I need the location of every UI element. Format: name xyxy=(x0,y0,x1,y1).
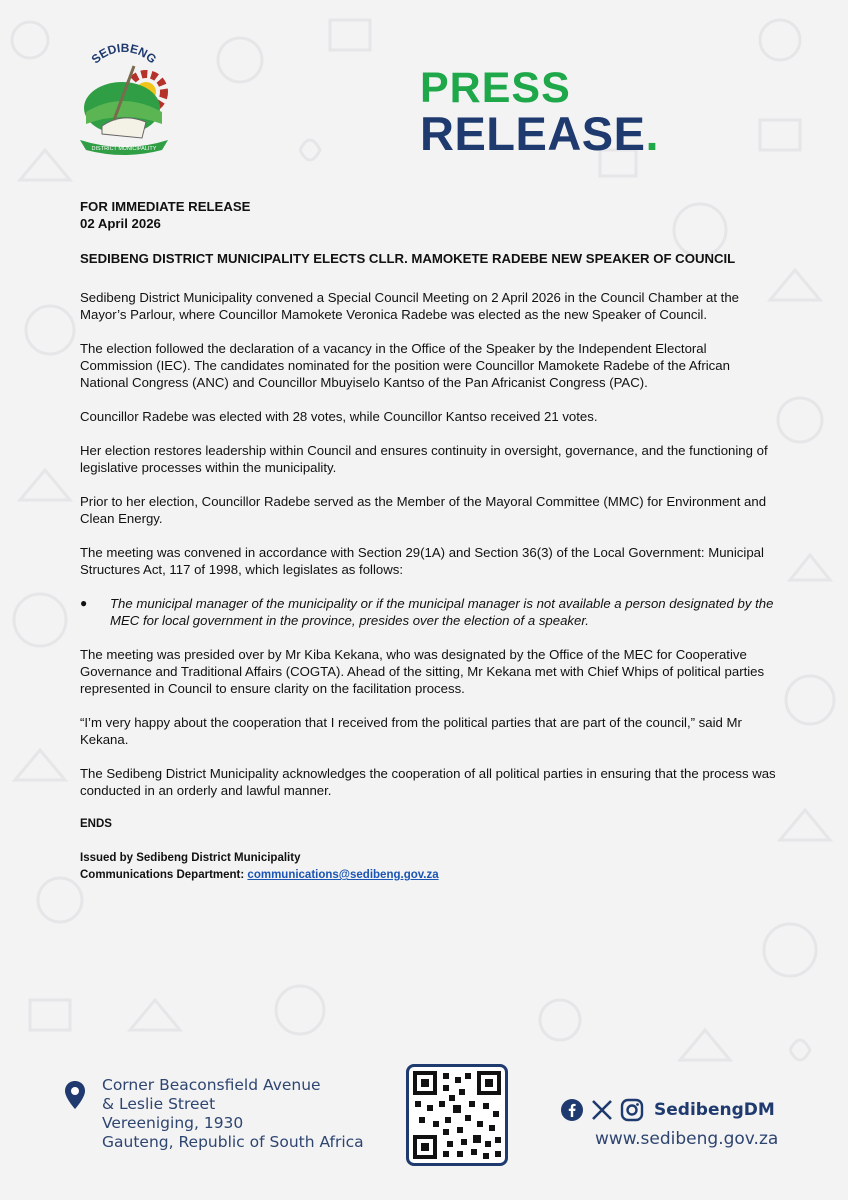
release-label-line: FOR IMMEDIATE RELEASE xyxy=(80,199,251,214)
release-dot: . xyxy=(645,107,660,160)
paragraph-3: Councillor Radebe was elected with 28 votes, while Councillor Kantso received 21 votes. xyxy=(80,409,598,424)
ends-marker: ENDS xyxy=(80,818,112,830)
paragraph-5: Prior to her election, Councillor Radebe served as the Member of the Mayoral Committee (MMC) for Environment and Clean Energy. xyxy=(80,494,767,526)
release-body xyxy=(80,198,780,884)
address-line-1: Corner Beaconsfield Avenue xyxy=(102,1076,321,1094)
bullet-text: The municipal manager of the municipality or if the municipal manager is not available a person designated by the MEC for local government in the province, presides over the election of a speaker. xyxy=(110,596,774,628)
paragraph-4: Her election restores leadership within Council and ensures continuity in oversight, governance, and the functioning of legislative processes within the municipality. xyxy=(80,443,768,475)
release-headline: SEDIBENG DISTRICT MUNICIPALITY ELECTS CLLR. MAMOKETE RADEBE NEW SPEAKER OF COUNCIL xyxy=(80,251,736,266)
bullet-mark: ● xyxy=(80,596,88,610)
address-line-3: Vereeniging, 1930 xyxy=(102,1114,244,1132)
logo-text: SEDIBENG xyxy=(88,40,160,67)
issued-by: Issued by Sedibeng District Municipality xyxy=(80,852,301,864)
comms-line xyxy=(80,867,780,884)
paragraph-2: The election followed the declaration of a vacancy in the Office of the Speaker by the Independent Electoral Commission (IEC). The candidates nominated for the position were Councillor Mamokete Radebe of the African National Congress (ANC) and Councillor Mbuyiselo Kantso of the Pan Africanist Congress (PAC). xyxy=(80,341,730,390)
qr-code-icon xyxy=(413,1071,501,1159)
paragraph-9: The Sedibeng District Municipality acknowledges the cooperation of all political parties in ensuring that the process was conducted in an orderly and lawful manner. xyxy=(80,766,776,798)
paragraph-7: The meeting was presided over by Mr Kiba Kekana, who was designated by the Office of the MEC for Cooperative Governance and Traditional Affairs (COGTA). Ahead of the sitting, Mr Kekana met with Chief Whips of political parties represented in Council to ensure clarity on the facilitation process. xyxy=(80,647,765,696)
sedibeng-logo xyxy=(72,36,176,160)
location-pin-icon xyxy=(64,1080,86,1110)
quoted-legislation-bullet xyxy=(80,595,780,629)
paragraph-6: The meeting was convened in accordance with Section 29(1A) and Section 36(3) of the Local Government: Municipal Structures Act, 117 of 1998, which legislates as follows: xyxy=(80,545,764,577)
comms-label: Communications Department: xyxy=(80,869,245,881)
press-label: PRESS xyxy=(420,64,571,112)
press-release-heading xyxy=(420,66,720,158)
x-twitter-icon[interactable] xyxy=(590,1098,614,1122)
address-line-2: & Leslie Street xyxy=(102,1095,216,1113)
instagram-icon[interactable] xyxy=(620,1098,644,1122)
svg-text:SEDIBENG xyxy=(89,41,160,66)
release-label xyxy=(420,107,720,160)
footer-address xyxy=(64,1076,364,1152)
release-date: 02 April 2026 xyxy=(80,216,161,231)
social-links xyxy=(560,1098,775,1122)
qr-code[interactable] xyxy=(406,1064,508,1166)
address-line-4: Gauteng, Republic of South Africa xyxy=(102,1133,364,1151)
comms-email-link[interactable]: communications@sedibeng.gov.za xyxy=(247,869,439,881)
paragraph-8: “I’m very happy about the cooperation that I received from the political parties that are part of the council,” said Mr Kekana. xyxy=(80,715,742,747)
website-link[interactable]: www.sedibeng.gov.za xyxy=(595,1129,779,1149)
release-word: RELEASE xyxy=(420,107,646,160)
facebook-icon[interactable] xyxy=(560,1098,584,1122)
social-handle[interactable]: SedibengDM xyxy=(654,1100,775,1120)
logo-ribbon-text: DISTRICT MUNICIPALITY xyxy=(91,146,157,152)
paragraph-1: Sedibeng District Municipality convened a Special Council Meeting on 2 April 2026 in the Council Chamber at the Mayor’s Parlour, where Councillor Mamokete Veronica Radebe was elected as the new Speaker of Council. xyxy=(80,290,740,322)
